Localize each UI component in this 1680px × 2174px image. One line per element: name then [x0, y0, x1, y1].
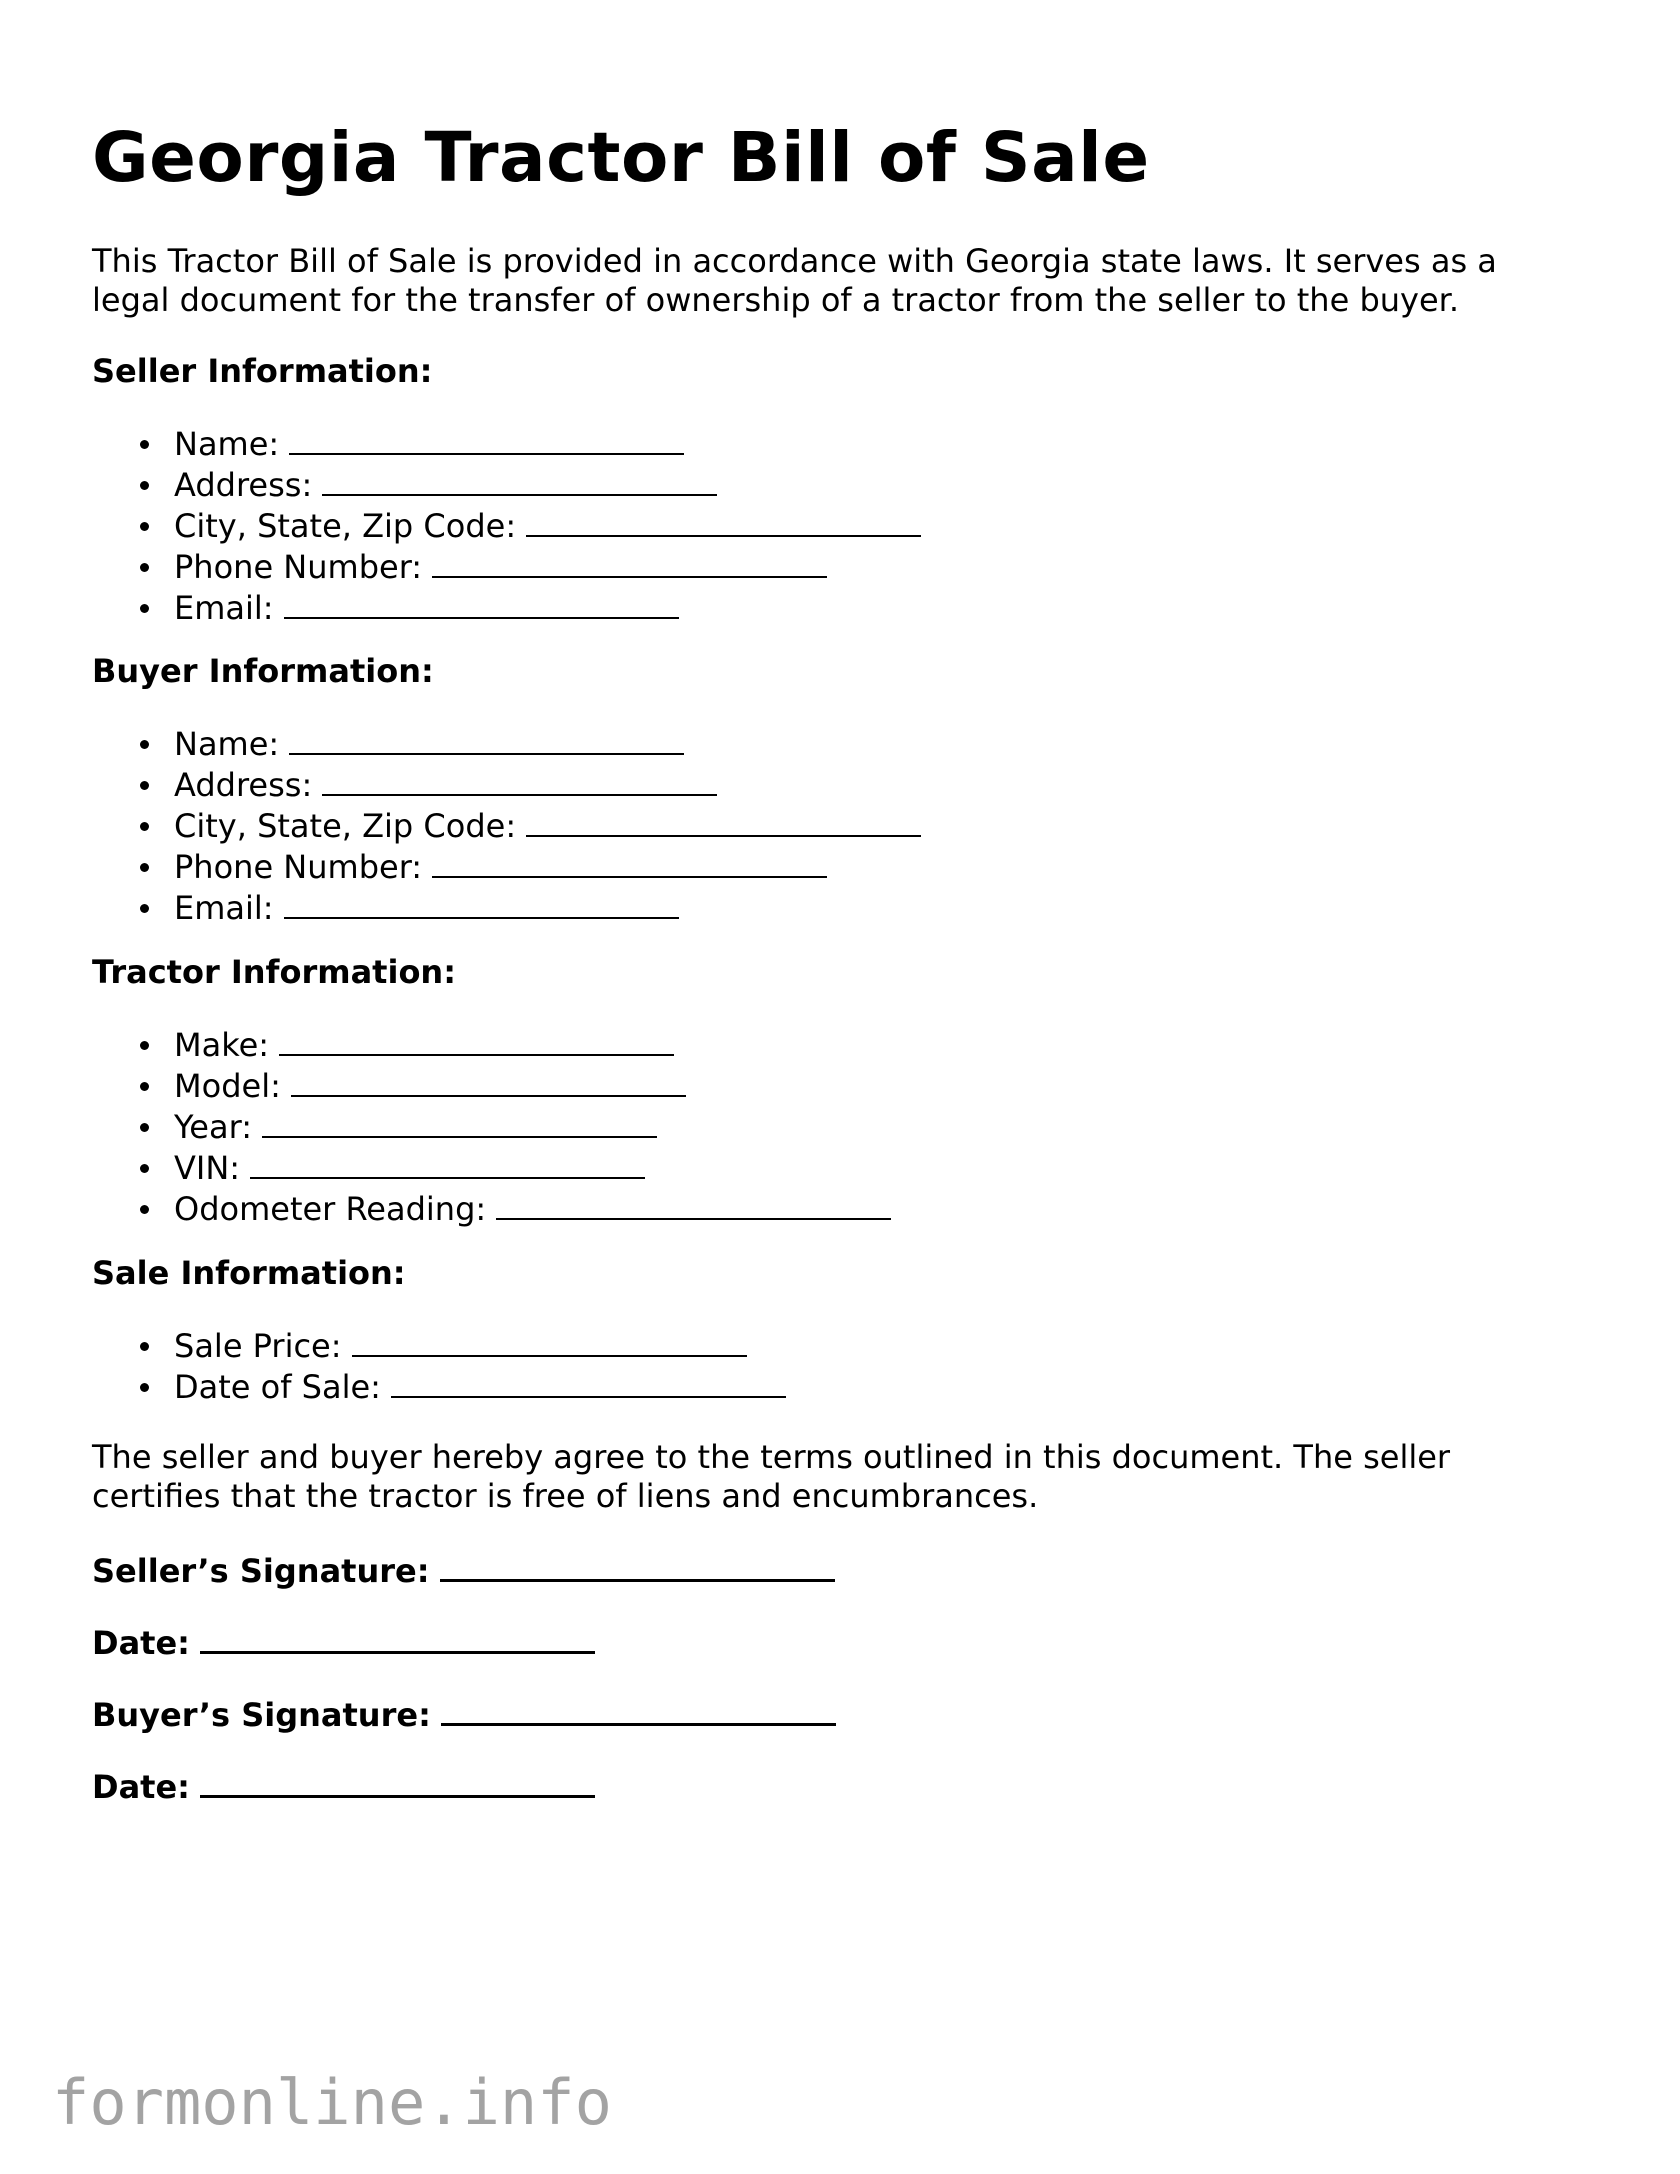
blank-line[interactable] — [284, 887, 679, 919]
blank-line[interactable] — [496, 1188, 891, 1220]
blank-line[interactable] — [291, 1065, 686, 1097]
field-label: Address: — [174, 466, 313, 504]
field-label: Sale Price: — [174, 1327, 342, 1365]
field-label: Email: — [174, 889, 274, 927]
tractor-year-field[interactable] — [92, 1106, 891, 1147]
tractor-model-field[interactable] — [92, 1065, 891, 1106]
field-label: Address: — [174, 766, 313, 804]
sale-fields-list — [92, 1325, 786, 1407]
seller-date-line[interactable] — [92, 1621, 595, 1663]
intro-paragraph: This Tractor Bill of Sale is provided in accordance with Georgia state laws. It serves as a legal document for the transfer of ownership of a tractor from the seller to the buyer. — [92, 242, 1497, 319]
field-label: Email: — [174, 589, 274, 627]
tractor-section-heading: Tractor Information: — [92, 953, 456, 991]
blank-line[interactable] — [289, 423, 684, 455]
buyer-email-field[interactable] — [92, 887, 921, 928]
seller-signature-label: Seller’s Signature: — [92, 1552, 430, 1590]
sale-price-field[interactable] — [92, 1325, 786, 1366]
sale-date-field[interactable] — [92, 1366, 786, 1407]
buyer-signature-label: Buyer’s Signature: — [92, 1696, 431, 1734]
field-label: VIN: — [174, 1149, 241, 1187]
seller-email-field[interactable] — [92, 587, 921, 628]
blank-line[interactable] — [200, 1621, 595, 1654]
blank-line[interactable] — [322, 764, 717, 796]
blank-line[interactable] — [250, 1147, 645, 1179]
blank-line[interactable] — [526, 805, 921, 837]
blank-line[interactable] — [441, 1693, 836, 1726]
seller-address-field[interactable] — [92, 464, 921, 505]
field-label: Name: — [174, 725, 280, 763]
seller-fields-list — [92, 423, 921, 628]
field-label: Name: — [174, 425, 280, 463]
field-label: Make: — [174, 1026, 270, 1064]
page-title: Georgia Tractor Bill of Sale — [92, 118, 1150, 198]
blank-line[interactable] — [352, 1325, 747, 1357]
blank-line[interactable] — [440, 1549, 835, 1582]
tractor-make-field[interactable] — [92, 1024, 891, 1065]
blank-line[interactable] — [262, 1106, 657, 1138]
tractor-odometer-field[interactable] — [92, 1188, 891, 1229]
buyer-signature-line[interactable] — [92, 1693, 836, 1735]
buyer-name-field[interactable] — [92, 723, 921, 764]
agreement-paragraph: The seller and buyer hereby agree to the terms outlined in this document. The seller certifies that the tractor is free of liens and encumbrances. — [92, 1438, 1451, 1515]
blank-line[interactable] — [322, 464, 717, 496]
sale-section-heading: Sale Information: — [92, 1254, 406, 1292]
seller-signature-line[interactable] — [92, 1549, 835, 1591]
seller-city-state-zip-field[interactable] — [92, 505, 921, 546]
blank-line[interactable] — [289, 723, 684, 755]
field-label: Model: — [174, 1067, 281, 1105]
buyer-address-field[interactable] — [92, 764, 921, 805]
field-label: Odometer Reading: — [174, 1190, 487, 1228]
field-label: Year: — [174, 1108, 252, 1146]
field-label: City, State, Zip Code: — [174, 807, 517, 845]
buyer-phone-field[interactable] — [92, 846, 921, 887]
blank-line[interactable] — [432, 846, 827, 878]
field-label: City, State, Zip Code: — [174, 507, 517, 545]
watermark: formonline.info — [52, 2066, 612, 2139]
seller-phone-field[interactable] — [92, 546, 921, 587]
buyer-date-label: Date: — [92, 1768, 190, 1806]
buyer-section-heading: Buyer Information: — [92, 652, 434, 690]
field-label: Date of Sale: — [174, 1368, 381, 1406]
field-label: Phone Number: — [174, 548, 423, 586]
buyer-fields-list — [92, 723, 921, 928]
tractor-vin-field[interactable] — [92, 1147, 891, 1188]
seller-section-heading: Seller Information: — [92, 352, 433, 390]
seller-date-label: Date: — [92, 1624, 190, 1662]
blank-line[interactable] — [391, 1366, 786, 1398]
blank-line[interactable] — [432, 546, 827, 578]
field-label: Phone Number: — [174, 848, 423, 886]
buyer-city-state-zip-field[interactable] — [92, 805, 921, 846]
blank-line[interactable] — [200, 1765, 595, 1798]
buyer-date-line[interactable] — [92, 1765, 595, 1807]
tractor-fields-list — [92, 1024, 891, 1229]
blank-line[interactable] — [526, 505, 921, 537]
blank-line[interactable] — [284, 587, 679, 619]
blank-line[interactable] — [279, 1024, 674, 1056]
seller-name-field[interactable] — [92, 423, 921, 464]
